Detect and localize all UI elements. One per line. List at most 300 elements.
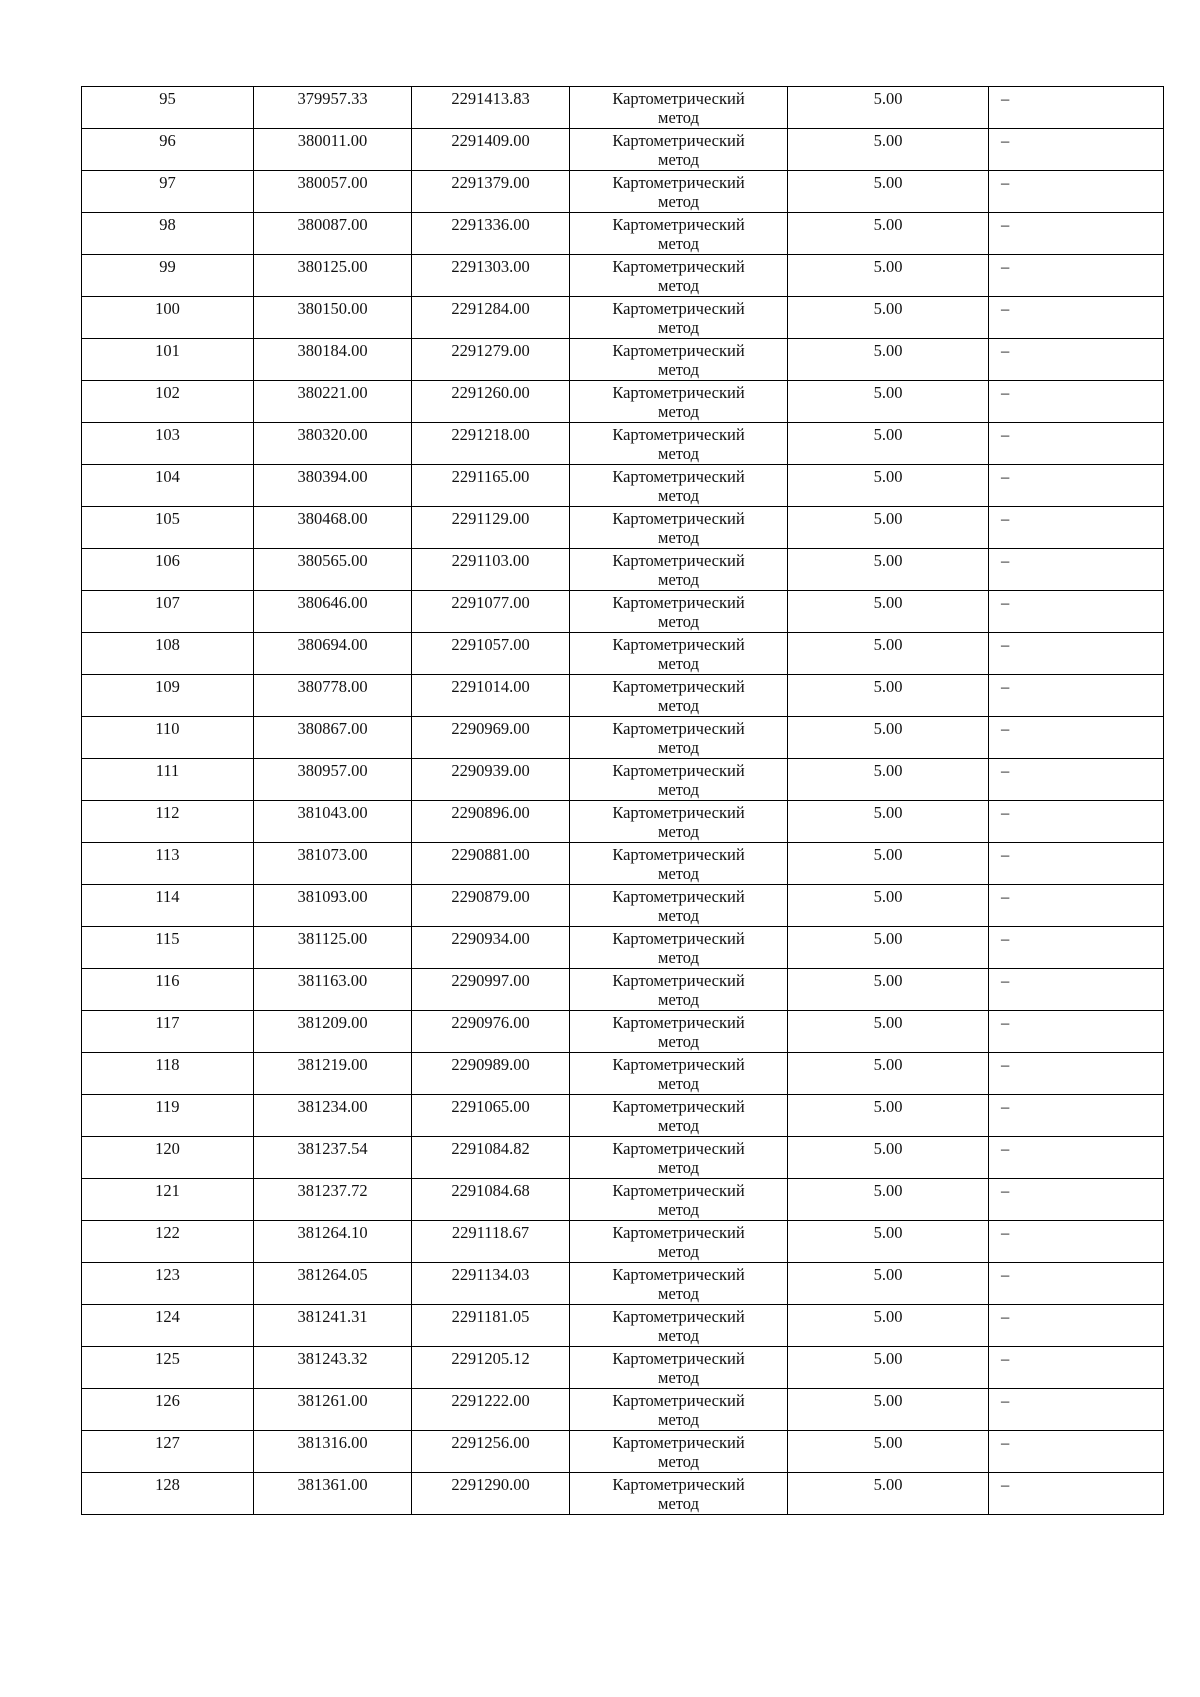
method-line-1: Картометрический [612,1055,745,1074]
y-coordinate-cell: 2290896.00 [412,801,570,843]
method-line-2: метод [658,696,699,715]
method-line-1: Картометрический [612,467,745,486]
note-cell: – [989,1431,1164,1473]
method-cell [570,1389,788,1431]
y-coordinate-cell: 2291279.00 [412,339,570,381]
method-line-2: метод [658,234,699,253]
method-line-1: Картометрический [612,173,745,192]
table-row [82,1137,1164,1179]
x-coordinate-cell: 381125.00 [254,927,412,969]
method-line-2: метод [658,276,699,295]
method-line-1: Картометрический [612,1181,745,1200]
method-cell [570,717,788,759]
accuracy-cell: 5.00 [788,423,989,465]
x-coordinate-cell: 381234.00 [254,1095,412,1137]
method-cell [570,675,788,717]
method-line-1: Картометрический [612,1223,745,1242]
y-coordinate-cell: 2291260.00 [412,381,570,423]
method-cell [570,255,788,297]
table-row [82,1389,1164,1431]
point-number-cell: 110 [82,717,254,759]
method-line-1: Картометрический [612,1013,745,1032]
x-coordinate-cell: 381264.10 [254,1221,412,1263]
y-coordinate-cell: 2290939.00 [412,759,570,801]
point-number-cell: 112 [82,801,254,843]
y-coordinate-cell: 2291222.00 [412,1389,570,1431]
accuracy-cell: 5.00 [788,885,989,927]
accuracy-cell: 5.00 [788,1095,989,1137]
accuracy-cell: 5.00 [788,549,989,591]
table-row [82,843,1164,885]
point-number-cell: 121 [82,1179,254,1221]
method-line-1: Картометрический [612,803,745,822]
accuracy-cell: 5.00 [788,717,989,759]
y-coordinate-cell: 2291284.00 [412,297,570,339]
note-cell: – [989,1305,1164,1347]
x-coordinate-cell: 380646.00 [254,591,412,633]
method-line-1: Картометрический [612,971,745,990]
method-cell [570,129,788,171]
method-line-1: Картометрический [612,1349,745,1368]
method-cell [570,381,788,423]
point-number-cell: 113 [82,843,254,885]
table-row [82,465,1164,507]
method-cell [570,591,788,633]
accuracy-cell: 5.00 [788,1221,989,1263]
method-line-1: Картометрический [612,383,745,402]
table-row [82,381,1164,423]
point-number-cell: 117 [82,1011,254,1053]
method-line-2: метод [658,1410,699,1429]
y-coordinate-cell: 2290881.00 [412,843,570,885]
method-line-1: Картометрический [612,677,745,696]
method-cell [570,1095,788,1137]
table-row [82,549,1164,591]
method-cell [570,171,788,213]
note-cell: – [989,213,1164,255]
note-cell: – [989,255,1164,297]
method-line-2: метод [658,1242,699,1261]
y-coordinate-cell: 2291256.00 [412,1431,570,1473]
method-line-2: метод [658,948,699,967]
accuracy-cell: 5.00 [788,843,989,885]
x-coordinate-cell: 381237.72 [254,1179,412,1221]
method-cell [570,549,788,591]
point-number-cell: 105 [82,507,254,549]
note-cell: – [989,1011,1164,1053]
method-line-1: Картометрический [612,551,745,570]
note-cell: – [989,1137,1164,1179]
y-coordinate-cell: 2291103.00 [412,549,570,591]
table-row [82,1221,1164,1263]
y-coordinate-cell: 2291065.00 [412,1095,570,1137]
x-coordinate-cell: 380867.00 [254,717,412,759]
method-cell [570,759,788,801]
y-coordinate-cell: 2291336.00 [412,213,570,255]
accuracy-cell: 5.00 [788,591,989,633]
x-coordinate-cell: 381243.32 [254,1347,412,1389]
y-coordinate-cell: 2291014.00 [412,675,570,717]
point-number-cell: 96 [82,129,254,171]
y-coordinate-cell: 2291205.12 [412,1347,570,1389]
point-number-cell: 100 [82,297,254,339]
accuracy-cell: 5.00 [788,1389,989,1431]
method-cell [570,1053,788,1095]
method-line-2: метод [658,906,699,925]
method-line-1: Картометрический [612,215,745,234]
point-number-cell: 122 [82,1221,254,1263]
x-coordinate-cell: 380221.00 [254,381,412,423]
method-line-2: метод [658,150,699,169]
accuracy-cell: 5.00 [788,801,989,843]
note-cell: – [989,171,1164,213]
method-line-1: Картометрический [612,425,745,444]
table-row [82,507,1164,549]
method-cell [570,87,788,129]
method-cell [570,1347,788,1389]
note-cell: – [989,633,1164,675]
accuracy-cell: 5.00 [788,213,989,255]
note-cell: – [989,1263,1164,1305]
x-coordinate-cell: 380184.00 [254,339,412,381]
note-cell: – [989,129,1164,171]
note-cell: – [989,591,1164,633]
method-cell [570,885,788,927]
method-cell [570,213,788,255]
table-body [82,87,1164,1515]
accuracy-cell: 5.00 [788,465,989,507]
y-coordinate-cell: 2291134.03 [412,1263,570,1305]
method-line-1: Картометрический [612,1433,745,1452]
point-number-cell: 125 [82,1347,254,1389]
method-line-2: метод [658,444,699,463]
table-row [82,171,1164,213]
x-coordinate-cell: 379957.33 [254,87,412,129]
x-coordinate-cell: 381316.00 [254,1431,412,1473]
y-coordinate-cell: 2291118.67 [412,1221,570,1263]
y-coordinate-cell: 2291077.00 [412,591,570,633]
table-row [82,297,1164,339]
y-coordinate-cell: 2290879.00 [412,885,570,927]
table-row [82,927,1164,969]
method-line-2: метод [658,570,699,589]
note-cell: – [989,381,1164,423]
method-line-1: Картометрический [612,761,745,780]
table-row [82,1347,1164,1389]
method-cell [570,1137,788,1179]
y-coordinate-cell: 2291084.82 [412,1137,570,1179]
x-coordinate-cell: 381163.00 [254,969,412,1011]
method-line-1: Картометрический [612,1139,745,1158]
method-cell [570,1431,788,1473]
x-coordinate-cell: 380565.00 [254,549,412,591]
method-line-1: Картометрический [612,1265,745,1284]
accuracy-cell: 5.00 [788,297,989,339]
point-number-cell: 99 [82,255,254,297]
y-coordinate-cell: 2290969.00 [412,717,570,759]
y-coordinate-cell: 2291165.00 [412,465,570,507]
accuracy-cell: 5.00 [788,1179,989,1221]
y-coordinate-cell: 2291413.83 [412,87,570,129]
method-cell [570,465,788,507]
method-line-1: Картометрический [612,341,745,360]
method-line-1: Картометрический [612,845,745,864]
accuracy-cell: 5.00 [788,255,989,297]
point-number-cell: 118 [82,1053,254,1095]
method-line-1: Картометрический [612,929,745,948]
method-cell [570,801,788,843]
x-coordinate-cell: 380694.00 [254,633,412,675]
method-line-2: метод [658,528,699,547]
x-coordinate-cell: 381361.00 [254,1473,412,1515]
method-line-2: метод [658,1116,699,1135]
x-coordinate-cell: 381241.31 [254,1305,412,1347]
method-line-2: метод [658,1032,699,1051]
table-row [82,1053,1164,1095]
x-coordinate-cell: 381043.00 [254,801,412,843]
method-cell [570,507,788,549]
note-cell: – [989,1053,1164,1095]
note-cell: – [989,1347,1164,1389]
table-row [82,885,1164,927]
method-line-2: метод [658,822,699,841]
point-number-cell: 123 [82,1263,254,1305]
note-cell: – [989,843,1164,885]
y-coordinate-cell: 2291290.00 [412,1473,570,1515]
note-cell: – [989,759,1164,801]
point-number-cell: 120 [82,1137,254,1179]
note-cell: – [989,801,1164,843]
method-line-2: метод [658,1074,699,1093]
method-line-2: метод [658,192,699,211]
x-coordinate-cell: 380468.00 [254,507,412,549]
point-number-cell: 111 [82,759,254,801]
table-row [82,1305,1164,1347]
note-cell: – [989,927,1164,969]
method-line-1: Картометрический [612,1097,745,1116]
method-line-1: Картометрический [612,719,745,738]
table-row [82,1179,1164,1221]
note-cell: – [989,1095,1164,1137]
y-coordinate-cell: 2291181.05 [412,1305,570,1347]
accuracy-cell: 5.00 [788,1053,989,1095]
accuracy-cell: 5.00 [788,381,989,423]
method-line-2: метод [658,738,699,757]
table-row [82,1431,1164,1473]
method-cell [570,423,788,465]
method-line-1: Картометрический [612,1391,745,1410]
method-line-2: метод [658,402,699,421]
point-number-cell: 116 [82,969,254,1011]
point-number-cell: 114 [82,885,254,927]
method-line-1: Картометрический [612,1475,745,1494]
note-cell: – [989,1179,1164,1221]
table-row [82,759,1164,801]
accuracy-cell: 5.00 [788,633,989,675]
table-row [82,801,1164,843]
method-cell [570,633,788,675]
table-row [82,1011,1164,1053]
accuracy-cell: 5.00 [788,87,989,129]
method-line-1: Картометрический [612,299,745,318]
accuracy-cell: 5.00 [788,1473,989,1515]
point-number-cell: 126 [82,1389,254,1431]
method-line-2: метод [658,990,699,1009]
method-cell [570,969,788,1011]
method-line-1: Картометрический [612,509,745,528]
method-line-1: Картометрический [612,593,745,612]
x-coordinate-cell: 380087.00 [254,213,412,255]
x-coordinate-cell: 380778.00 [254,675,412,717]
accuracy-cell: 5.00 [788,339,989,381]
method-line-2: метод [658,486,699,505]
note-cell: – [989,465,1164,507]
method-line-1: Картометрический [612,131,745,150]
note-cell: – [989,423,1164,465]
accuracy-cell: 5.00 [788,1347,989,1389]
point-number-cell: 104 [82,465,254,507]
method-cell [570,843,788,885]
accuracy-cell: 5.00 [788,927,989,969]
table-row [82,423,1164,465]
accuracy-cell: 5.00 [788,171,989,213]
method-cell [570,1263,788,1305]
y-coordinate-cell: 2290989.00 [412,1053,570,1095]
method-line-2: метод [658,780,699,799]
table-row [82,213,1164,255]
note-cell: – [989,885,1164,927]
x-coordinate-cell: 380011.00 [254,129,412,171]
method-line-2: метод [658,1284,699,1303]
y-coordinate-cell: 2291129.00 [412,507,570,549]
method-cell [570,1011,788,1053]
method-line-2: метод [658,864,699,883]
y-coordinate-cell: 2290934.00 [412,927,570,969]
method-line-2: метод [658,318,699,337]
y-coordinate-cell: 2291057.00 [412,633,570,675]
table-row [82,1473,1164,1515]
x-coordinate-cell: 381209.00 [254,1011,412,1053]
point-number-cell: 115 [82,927,254,969]
note-cell: – [989,1221,1164,1263]
method-line-2: метод [658,654,699,673]
accuracy-cell: 5.00 [788,129,989,171]
method-cell [570,1221,788,1263]
point-number-cell: 119 [82,1095,254,1137]
method-line-2: метод [658,108,699,127]
table-row [82,717,1164,759]
method-line-2: метод [658,1200,699,1219]
method-line-2: метод [658,1158,699,1177]
table-row [82,255,1164,297]
note-cell: – [989,1473,1164,1515]
table-row [82,591,1164,633]
note-cell: – [989,1389,1164,1431]
x-coordinate-cell: 381093.00 [254,885,412,927]
method-line-2: метод [658,1326,699,1345]
method-line-1: Картометрический [612,635,745,654]
x-coordinate-cell: 381073.00 [254,843,412,885]
accuracy-cell: 5.00 [788,1263,989,1305]
x-coordinate-cell: 381219.00 [254,1053,412,1095]
y-coordinate-cell: 2290976.00 [412,1011,570,1053]
method-cell [570,927,788,969]
accuracy-cell: 5.00 [788,507,989,549]
x-coordinate-cell: 380057.00 [254,171,412,213]
point-number-cell: 101 [82,339,254,381]
table-row [82,969,1164,1011]
point-number-cell: 102 [82,381,254,423]
accuracy-cell: 5.00 [788,1431,989,1473]
x-coordinate-cell: 380125.00 [254,255,412,297]
method-line-1: Картометрический [612,89,745,108]
note-cell: – [989,675,1164,717]
note-cell: – [989,549,1164,591]
x-coordinate-cell: 381264.05 [254,1263,412,1305]
point-number-cell: 128 [82,1473,254,1515]
x-coordinate-cell: 381261.00 [254,1389,412,1431]
accuracy-cell: 5.00 [788,759,989,801]
x-coordinate-cell: 380957.00 [254,759,412,801]
point-number-cell: 108 [82,633,254,675]
x-coordinate-cell: 381237.54 [254,1137,412,1179]
accuracy-cell: 5.00 [788,1011,989,1053]
method-line-1: Картометрический [612,1307,745,1326]
method-line-2: метод [658,360,699,379]
point-number-cell: 124 [82,1305,254,1347]
method-cell [570,297,788,339]
table-row [82,633,1164,675]
table-row [82,1263,1164,1305]
note-cell: – [989,297,1164,339]
note-cell: – [989,87,1164,129]
point-number-cell: 127 [82,1431,254,1473]
y-coordinate-cell: 2291218.00 [412,423,570,465]
method-line-2: метод [658,1452,699,1471]
point-number-cell: 103 [82,423,254,465]
accuracy-cell: 5.00 [788,969,989,1011]
x-coordinate-cell: 380394.00 [254,465,412,507]
x-coordinate-cell: 380150.00 [254,297,412,339]
accuracy-cell: 5.00 [788,1137,989,1179]
method-line-1: Картометрический [612,257,745,276]
method-cell [570,1473,788,1515]
y-coordinate-cell: 2291379.00 [412,171,570,213]
table-row [82,129,1164,171]
coordinates-table [81,86,1164,1515]
point-number-cell: 97 [82,171,254,213]
point-number-cell: 106 [82,549,254,591]
point-number-cell: 95 [82,87,254,129]
accuracy-cell: 5.00 [788,675,989,717]
note-cell: – [989,507,1164,549]
note-cell: – [989,339,1164,381]
accuracy-cell: 5.00 [788,1305,989,1347]
point-number-cell: 98 [82,213,254,255]
x-coordinate-cell: 380320.00 [254,423,412,465]
note-cell: – [989,969,1164,1011]
method-line-2: метод [658,1494,699,1513]
method-cell [570,339,788,381]
table-row [82,339,1164,381]
y-coordinate-cell: 2291303.00 [412,255,570,297]
point-number-cell: 109 [82,675,254,717]
method-cell [570,1179,788,1221]
y-coordinate-cell: 2290997.00 [412,969,570,1011]
method-line-1: Картометрический [612,887,745,906]
method-line-2: метод [658,1368,699,1387]
method-cell [570,1305,788,1347]
